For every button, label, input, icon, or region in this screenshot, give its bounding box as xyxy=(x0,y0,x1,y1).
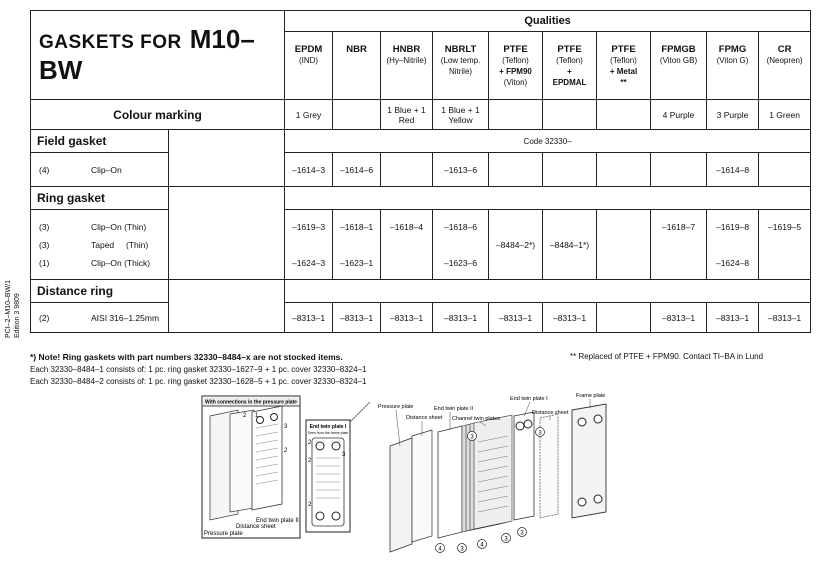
table-cell xyxy=(759,153,811,187)
table-cell: –8313–1 xyxy=(707,303,759,333)
col-fpmg: FPMG (Viton G) xyxy=(707,32,759,100)
colour-marking-row xyxy=(31,100,811,130)
note-each-1: Each 32330–8484–1 consists of: 1 pc. ring gasket 32330–1627–9 + 1 pc. cover 32330–8324–1 xyxy=(30,365,367,374)
row-labels xyxy=(31,210,169,280)
colour-nbr xyxy=(333,100,381,130)
inset-box2-title: End twin plate I xyxy=(309,424,347,430)
callout-3: 3 xyxy=(470,434,474,441)
table-cell: –1618–4 xyxy=(381,210,433,280)
note-not-stocked: *) Note! Ring gaskets with part numbers 32330–8484–x are not stocked items. xyxy=(30,352,343,362)
table-cell xyxy=(597,210,651,280)
colour-fpmg: 3 Purple xyxy=(707,100,759,130)
code-prefix: Code 32330– xyxy=(285,130,811,153)
title-prefix: GASKETS FOR xyxy=(39,32,182,53)
ring-gasket-header xyxy=(31,187,811,210)
distance-ring-header xyxy=(31,280,811,303)
colour-nbrlt: 1 Blue + 1 Yellow xyxy=(433,100,489,130)
table-cell: –8313–1 xyxy=(759,303,811,333)
section-distance-ring: Distance ring xyxy=(31,280,169,303)
inset-box2-subtitle: Seen from the frame plate xyxy=(307,431,349,435)
label-pressure-plate-main: Pressure plate xyxy=(378,404,414,410)
doc-code-line: PCI–2–M10–BW/1 xyxy=(5,280,12,338)
table-cell: –1618–1 –1623–1 xyxy=(333,210,381,280)
label-end-twin-plate-ii: End twin plate II xyxy=(256,518,299,524)
table-cell xyxy=(651,153,707,187)
table-row xyxy=(31,303,811,333)
table-cell: –1619–3 –1624–3 xyxy=(285,210,333,280)
colour-epdm: 1 Grey xyxy=(285,100,333,130)
callout-3: 3 xyxy=(538,430,542,437)
colour-cr: 1 Green xyxy=(759,100,811,130)
row-label: (1) Clip–On (Thick) xyxy=(39,257,151,268)
section-ring-gasket: Ring gasket xyxy=(31,187,169,210)
col-ptfe-metal: PTFE (Teflon) + Metal ** xyxy=(597,32,651,100)
qualities-header-row xyxy=(31,11,811,32)
table-cell: –8313–1 xyxy=(381,303,433,333)
inset-box1-title: With connections in the pressure plate xyxy=(205,399,297,406)
colour-fpmgb: 4 Purple xyxy=(651,100,707,130)
table-title xyxy=(31,11,285,100)
label-end-twin-plate-i: End twin plate I xyxy=(510,396,548,402)
row-label: (4) Clip–On xyxy=(31,153,169,187)
col-cr: CR (Neopren) xyxy=(759,32,811,100)
callout-2: 2 xyxy=(243,413,247,419)
table-cell: –1619–5 xyxy=(759,210,811,280)
callout-4: 4 xyxy=(480,542,484,549)
table-row xyxy=(31,153,811,187)
note-replaced: ** Replaced of PTFE + FPM90. Contact TI–BA in Lund xyxy=(570,352,764,361)
table-cell xyxy=(597,303,651,333)
doc-edition-line: Edition 3 9809 xyxy=(14,293,21,338)
table-cell: –1614–3 xyxy=(285,153,333,187)
colour-ptfe-fpm90 xyxy=(489,100,543,130)
label-distance-sheet-right: Distance sheet xyxy=(532,410,569,416)
col-fpmgb: FPMGB (Viton GB) xyxy=(651,32,707,100)
callout-2: 2 xyxy=(308,458,312,464)
col-ptfe-epdmal: PTFE (Teflon) + EPDMAL xyxy=(543,32,597,100)
section-field-gasket: Field gasket xyxy=(31,130,169,153)
document-code xyxy=(4,280,22,338)
label-pressure-plate: Pressure plate xyxy=(204,531,243,537)
row-label: (3) Clip–On (Thin) xyxy=(39,221,147,232)
label-channel-twin-plates: Channel twin plates xyxy=(452,416,501,422)
col-nbr: NBR xyxy=(333,32,381,100)
table-cell: –1613–6 xyxy=(433,153,489,187)
qualities-header: Qualities xyxy=(285,11,811,32)
ring-gasket-rows xyxy=(31,210,811,280)
callout-3: 3 xyxy=(284,424,288,430)
table-cell: –1614–6 xyxy=(333,153,381,187)
colour-hnbr: 1 Blue + 1 Red xyxy=(381,100,433,130)
callout-4: 4 xyxy=(438,546,442,553)
colour-marking-label: Colour marking xyxy=(31,100,285,130)
label-distance-sheet-main: Distance sheet xyxy=(406,415,443,421)
distance-sheet-shape xyxy=(230,410,254,512)
label-end-twin-plate-ii-main: End twin plate II xyxy=(434,406,474,412)
table-cell: –1618–7 xyxy=(651,210,707,280)
table-cell: –8313–1 xyxy=(333,303,381,333)
table-cell: –1614–8 xyxy=(707,153,759,187)
colour-ptfe-metal xyxy=(597,100,651,130)
callout-1: 1 xyxy=(255,413,259,419)
label-distance-sheet: Distance sheet xyxy=(236,524,276,530)
callout-3: 3 xyxy=(520,530,524,537)
table-cell: –8313–1 xyxy=(433,303,489,333)
col-ptfe-fpm90: PTFE (Teflon) + FPM90 (Viton) xyxy=(489,32,543,100)
col-epdm: EPDM (IND) xyxy=(285,32,333,100)
col-hnbr: HNBR (Hy–Nitrile) xyxy=(381,32,433,100)
label-frame-plate: Frame plate xyxy=(576,393,606,399)
callout-3: 3 xyxy=(342,452,346,458)
heat-exchanger-diagram xyxy=(200,386,620,556)
table-cell: –1619–8 –1624–8 xyxy=(707,210,759,280)
field-gasket-header xyxy=(31,130,811,153)
table-cell: –1618–6 –1623–6 xyxy=(433,210,489,280)
table-cell: –8484–2*) xyxy=(489,210,543,280)
main-distance-sheet xyxy=(412,430,432,542)
table-cell: –8313–1 xyxy=(651,303,707,333)
row-label: (3) Taped (Thin) xyxy=(39,239,149,250)
table-cell xyxy=(543,153,597,187)
title-model: M10–BW xyxy=(39,24,255,85)
table-cell xyxy=(489,153,543,187)
callout-2: 2 xyxy=(308,502,312,508)
callout-2: 2 xyxy=(308,440,312,446)
col-nbrlt: NBRLT (Low temp. Nitrile) xyxy=(433,32,489,100)
table-cell: –8313–1 xyxy=(285,303,333,333)
note-each-2: Each 32330–8484–2 consists of: 1 pc. ring gasket 32330–1628–5 + 1 pc. cover 32330–8324–1 xyxy=(30,377,367,386)
main-end-twin-plate-ii xyxy=(438,426,462,538)
table-cell: –8313–1 xyxy=(489,303,543,333)
row-label: (2) AISI 316–1.25mm xyxy=(31,303,169,333)
callout-2: 2 xyxy=(284,448,288,454)
callout-3: 3 xyxy=(460,546,464,553)
gasket-table xyxy=(30,10,811,333)
table-cell: –8313–1 xyxy=(543,303,597,333)
main-pressure-plate xyxy=(390,438,412,552)
table-cell xyxy=(597,153,651,187)
callout-3: 3 xyxy=(504,536,508,543)
table-cell: –8484–1*) xyxy=(543,210,597,280)
colour-ptfe-epdmal xyxy=(543,100,597,130)
table-cell xyxy=(381,153,433,187)
